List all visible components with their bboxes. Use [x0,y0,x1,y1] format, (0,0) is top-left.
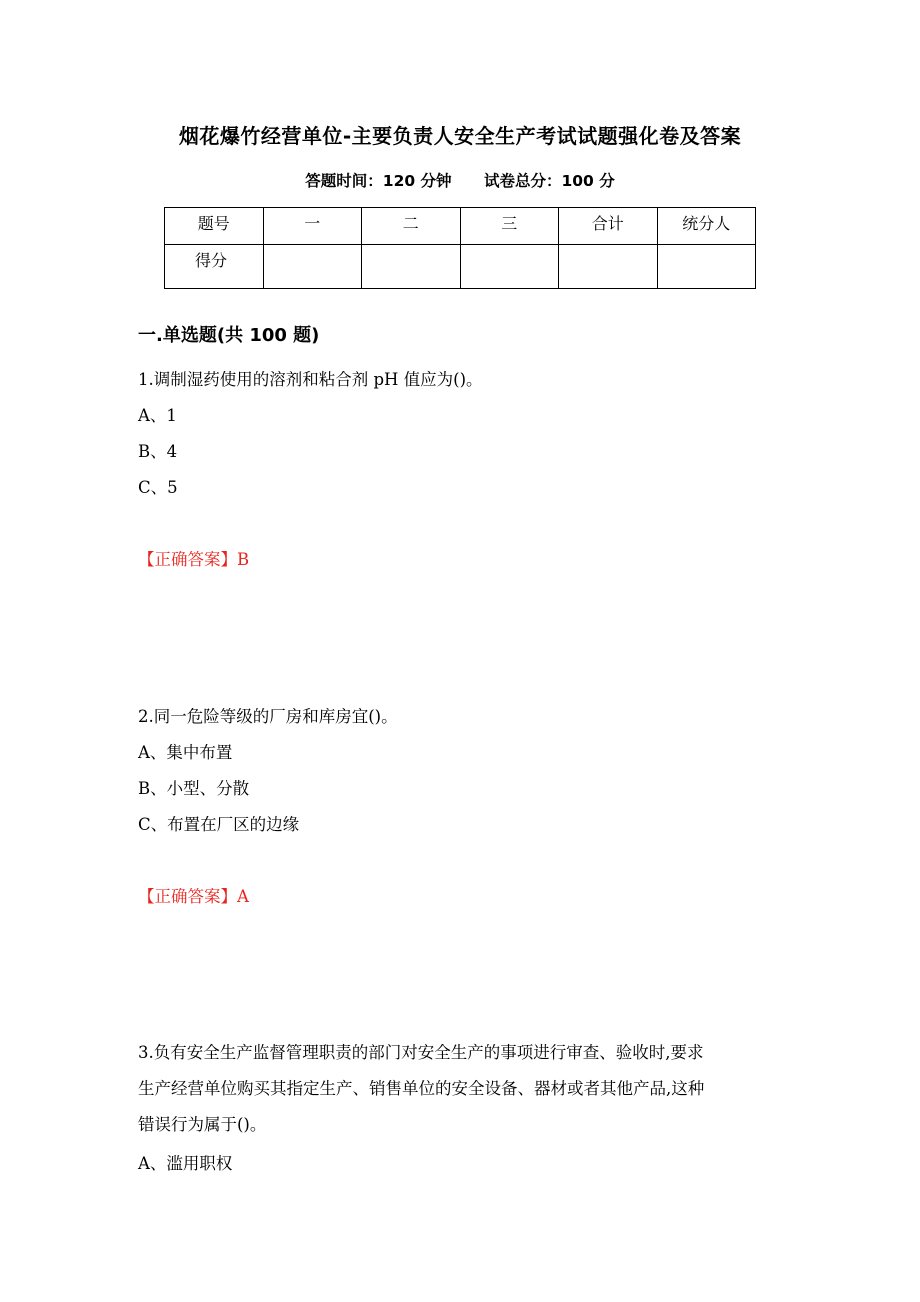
total-score: 试卷总分：100 分 [483,172,615,190]
question-2-option-a: A、集中布置 [138,743,233,762]
score-table [164,207,756,289]
question-1-option-b: B、4 [138,442,178,461]
score-table-header: 三 [460,208,559,245]
question-3-stem-line: 3.负有安全生产监督管理职责的部门对安全生产的事项进行审查、验收时,要求 [138,1043,704,1062]
score-cell [559,245,658,289]
exam-meta [0,168,920,194]
question-3-stem-line: 生产经营单位购买其指定生产、销售单位的安全设备、器材或者其他产品,这种 [138,1079,705,1098]
score-cell [657,245,756,289]
score-table-header: 一 [263,208,362,245]
score-table-header: 二 [362,208,461,245]
score-cell [362,245,461,289]
score-table-header: 题号 [165,208,264,245]
question-2-stem: 2.同一危险等级的厂房和库房宜()。 [138,707,398,726]
score-cell [263,245,362,289]
score-row-label: 得分 [165,245,264,289]
question-1-stem: 1.调制湿药使用的溶剂和粘合剂 pH 值应为()。 [138,370,483,389]
question-1-option-a: A、1 [138,406,177,425]
question-3-stem-line: 错误行为属于()。 [138,1115,267,1134]
score-cell [460,245,559,289]
page-title: 烟花爆竹经营单位-主要负责人安全生产考试试题强化卷及答案 [178,124,742,148]
question-2-option-b: B、小型、分散 [138,779,250,798]
score-table-header: 统分人 [657,208,756,245]
question-3-option-a: A、滥用职权 [138,1154,233,1173]
score-table-score-row [165,245,756,289]
exam-time: 答题时间：120 分钟 [305,172,452,190]
question-1-answer: 【正确答案】B [138,550,250,569]
score-table-header-row [165,208,756,245]
score-table-header: 合计 [559,208,658,245]
question-2-option-c: C、布置在厂区的边缘 [138,815,300,834]
section-heading: 一.单选题(共 100 题) [138,325,320,346]
question-2-answer: 【正确答案】A [138,887,249,906]
question-1-option-c: C、5 [138,478,178,497]
